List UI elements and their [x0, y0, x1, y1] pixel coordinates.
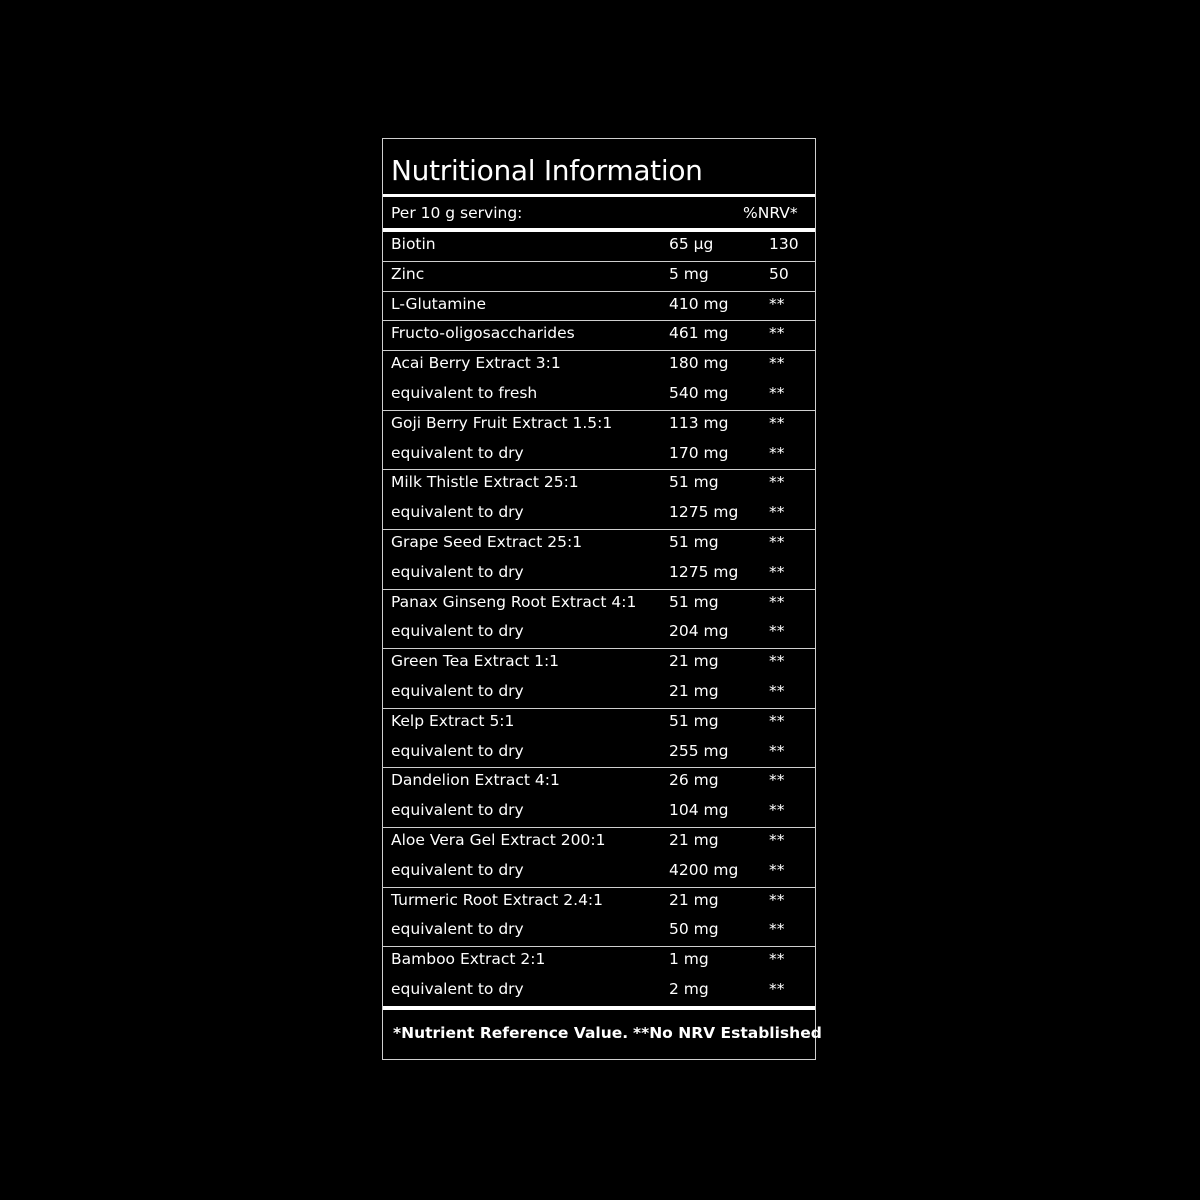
nutrient-name: equivalent to dry — [391, 860, 524, 879]
nutrient-amount: 65 µg — [669, 235, 714, 253]
nutrient-nrv: ** — [769, 980, 785, 998]
nutrient-name: Biotin — [391, 235, 436, 253]
nutrient-amount: 410 mg — [669, 294, 729, 313]
row-divider — [383, 827, 815, 828]
nutrient-nrv: ** — [769, 622, 785, 641]
nutrient-name: equivalent to dry — [391, 503, 524, 522]
nutrient-nrv: ** — [769, 920, 785, 939]
row-divider — [383, 589, 815, 590]
nutrient-amount: 204 mg — [669, 622, 729, 641]
nrv-column-header: %NRV* — [743, 204, 798, 222]
nutrient-nrv: ** — [769, 562, 785, 581]
nutrient-amount: 5 mg — [669, 264, 709, 283]
row-divider — [383, 887, 815, 888]
header-divider — [383, 228, 815, 232]
title-divider — [383, 194, 815, 197]
nutrient-amount: 50 mg — [669, 920, 719, 939]
nutrient-nrv: ** — [769, 831, 785, 849]
nutrient-name: equivalent to dry — [391, 980, 524, 998]
nutrient-nrv: ** — [769, 384, 785, 402]
nutrient-nrv: ** — [769, 860, 785, 879]
nutrient-name: equivalent to dry — [391, 920, 524, 939]
nutrient-name: equivalent to dry — [391, 443, 524, 462]
row-divider — [383, 320, 815, 321]
nutrient-amount: 2 mg — [669, 980, 709, 998]
nutrient-amount: 21 mg — [669, 831, 719, 849]
nutrient-name: Dandelion Extract 4:1 — [391, 771, 560, 790]
row-divider — [383, 708, 815, 709]
nrv-footnote: *Nutrient Reference Value. — [393, 1024, 629, 1042]
no-nrv-footnote: **No NRV Established — [633, 1024, 822, 1042]
nutrient-amount: 104 mg — [669, 801, 729, 820]
nutrient-amount: 170 mg — [669, 443, 729, 462]
nutrient-name: Milk Thistle Extract 25:1 — [391, 473, 579, 492]
nutrient-name: Green Tea Extract 1:1 — [391, 652, 560, 671]
row-divider — [383, 529, 815, 530]
nutrient-name: Kelp Extract 5:1 — [391, 711, 515, 730]
row-divider — [383, 1006, 815, 1010]
nutrient-nrv: ** — [769, 503, 785, 522]
nutrient-name: equivalent to dry — [391, 622, 524, 641]
row-divider — [383, 410, 815, 411]
nutrient-name: Aloe Vera Gel Extract 200:1 — [391, 831, 606, 849]
nutrient-name: equivalent to fresh — [391, 384, 538, 402]
nutrient-amount: 461 mg — [669, 324, 729, 343]
nutrient-nrv: ** — [769, 324, 785, 343]
nutrient-name: Bamboo Extract 2:1 — [391, 950, 546, 969]
nutrient-amount: 113 mg — [669, 413, 729, 432]
nutrient-name: Panax Ginseng Root Extract 4:1 — [391, 592, 637, 611]
nutrient-amount: 1275 mg — [669, 562, 739, 581]
nutrient-amount: 21 mg — [669, 682, 719, 700]
nutrient-nrv: ** — [769, 890, 785, 909]
nutrient-name: Goji Berry Fruit Extract 1.5:1 — [391, 413, 613, 432]
nutrient-nrv: ** — [769, 682, 785, 700]
nutrient-amount: 255 mg — [669, 741, 729, 760]
nutrient-name: Zinc — [391, 264, 425, 283]
nutrient-amount: 51 mg — [669, 533, 719, 551]
nutrient-amount: 1275 mg — [669, 503, 739, 522]
row-divider — [383, 946, 815, 947]
nutrient-name: equivalent to dry — [391, 801, 524, 820]
nutrient-nrv: ** — [769, 711, 785, 730]
nutrient-nrv: ** — [769, 473, 785, 492]
nutrient-nrv: ** — [769, 533, 785, 551]
nutrient-amount: 21 mg — [669, 652, 719, 671]
nutrient-nrv: ** — [769, 950, 785, 969]
nutrient-name: Fructo-oligosaccharides — [391, 324, 575, 343]
nutrient-nrv: ** — [769, 592, 785, 611]
serving-size-label: Per 10 g serving: — [391, 204, 523, 222]
nutrient-name: Turmeric Root Extract 2.4:1 — [391, 890, 604, 909]
nutrient-name: equivalent to dry — [391, 741, 524, 760]
nutrient-amount: 21 mg — [669, 890, 719, 909]
nutrient-nrv: 130 — [769, 235, 799, 253]
nutrient-nrv: ** — [769, 354, 785, 373]
nutrient-nrv: ** — [769, 801, 785, 820]
nutrient-name: equivalent to dry — [391, 562, 524, 581]
nutrient-amount: 540 mg — [669, 384, 729, 402]
nutrient-name: L-Glutamine — [391, 294, 487, 313]
nutrient-nrv: ** — [769, 413, 785, 432]
nutrient-nrv: 50 — [769, 264, 789, 283]
nutrient-nrv: ** — [769, 741, 785, 760]
nutrient-name: Grape Seed Extract 25:1 — [391, 533, 583, 551]
row-divider — [383, 648, 815, 649]
row-divider — [383, 767, 815, 768]
nutrient-amount: 1 mg — [669, 950, 709, 969]
nutrient-amount: 51 mg — [669, 473, 719, 492]
nutrient-amount: 26 mg — [669, 771, 719, 790]
nutrient-nrv: ** — [769, 652, 785, 671]
nutrient-nrv: ** — [769, 443, 785, 462]
row-divider — [383, 291, 815, 292]
nutrient-name: Acai Berry Extract 3:1 — [391, 354, 561, 373]
nutrition-panel — [382, 138, 822, 1060]
nutrient-amount: 51 mg — [669, 592, 719, 611]
nutrient-name: equivalent to dry — [391, 682, 524, 700]
nutrient-nrv: ** — [769, 294, 785, 313]
row-divider — [383, 261, 815, 262]
row-divider — [383, 350, 815, 351]
nutrient-nrv: ** — [769, 771, 785, 790]
row-divider — [383, 469, 815, 470]
panel-title: Nutritional Information — [391, 154, 703, 187]
nutrient-amount: 180 mg — [669, 354, 729, 373]
nutrient-amount: 51 mg — [669, 711, 719, 730]
nutrient-amount: 4200 mg — [669, 860, 739, 879]
